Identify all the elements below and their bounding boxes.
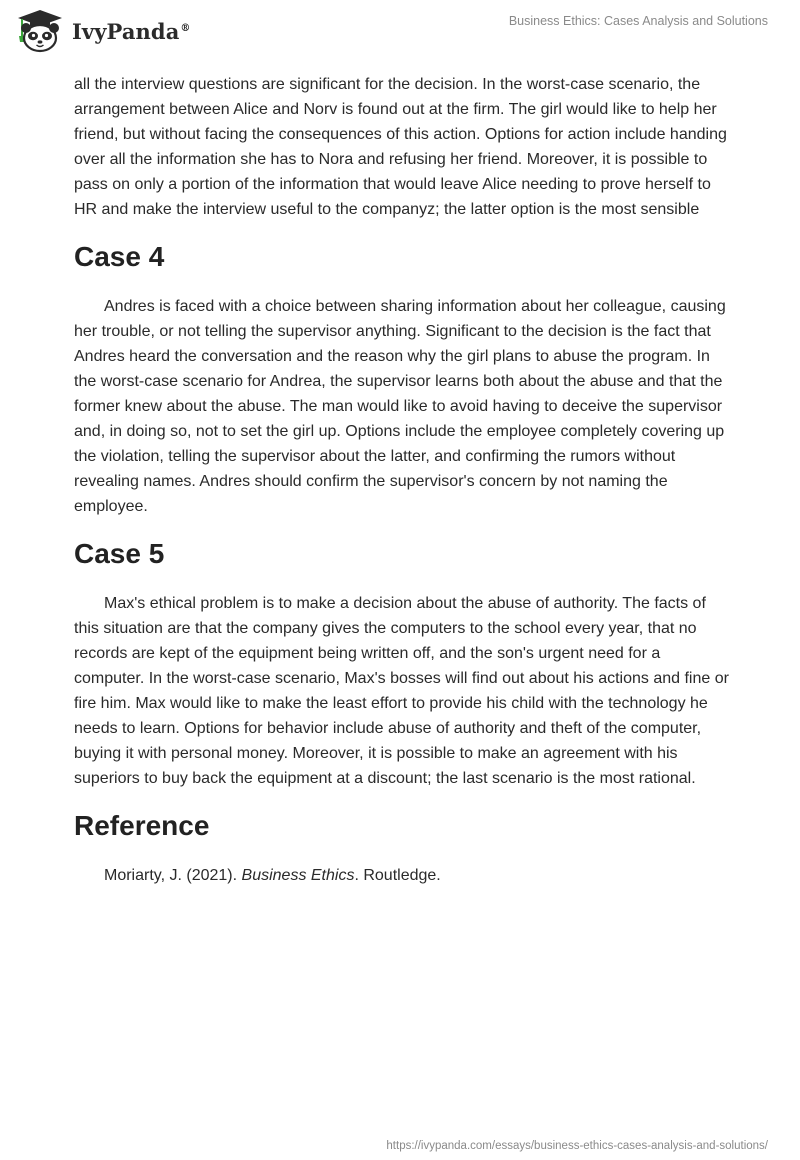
ivypanda-logo[interactable] — [14, 8, 204, 54]
logo-text: IvyPanda® — [72, 18, 191, 44]
essay-body — [74, 72, 734, 888]
reference-book-title: Business Ethics — [241, 867, 355, 884]
case-5-paragraph: Max's ethical problem is to make a decision about the abuse of authority. The facts of this situation are that the company gives the computers to the school every year, that no records are kept of the equipment being written off, and the son's urgent need for a computer. In the worst-case scenario, Max's bosses will find out about his actions and fine or fire him. Max would like to make the least effort to provide his child with the technology he needs to learn. Options for behavior include abuse of authority and theft of the computer, buying it with personal money. Moreover, it is possible to make an agreement with his superiors to buy back the equipment at a discount; the last scenario is the most rational. — [74, 595, 729, 787]
case-4-heading: Case 4 — [74, 241, 165, 272]
reference-heading: Reference — [74, 810, 210, 841]
reference-entry — [74, 863, 734, 888]
source-url[interactable]: https://ivypanda.com/essays/business-ethics-cases-analysis-and-solutions/ — [386, 1140, 768, 1152]
document-title: Business Ethics: Cases Analysis and Solutions — [508, 14, 768, 28]
reference-author-year: Moriarty, J. (2021). — [104, 867, 242, 884]
case-5-heading: Case 5 — [74, 538, 165, 569]
reference-publisher: . Routledge. — [354, 867, 441, 884]
case-4-paragraph: Andres is faced with a choice between sharing information about her colleague, causing her trouble, or not telling the supervisor anything. Significant to the decision is the fact that Andres heard the conversation and the reason why the girl plans to abuse the program. In the worst-case scenario for Andrea, the supervisor learns both about the abuse and that the former knew about the abuse. The man would like to avoid having to deceive the supervisor and, in doing so, not to set the girl up. Options include the employee completely covering up the violation, telling the supervisor about the latter, and confirming the rumors without revealing names. Andres should confirm the supervisor's concern by not naming the employee. — [74, 298, 726, 515]
panda-graduate-icon — [14, 8, 66, 54]
intro-paragraph: all the interview questions are significant for the decision. In the worst-case scenario, the arrangement between Alice and Norv is found out at the firm. The girl would like to help her friend, but without facing the consequences of this action. Options for action include handing over all the information she has to Nora and refusing her friend. Moreover, it is possible to pass on only a portion of the information that would leave Alice needing to prove herself to HR and make the interview useful to the companyz; the latter option is the most sensible — [74, 76, 727, 218]
page-header — [0, 0, 800, 60]
